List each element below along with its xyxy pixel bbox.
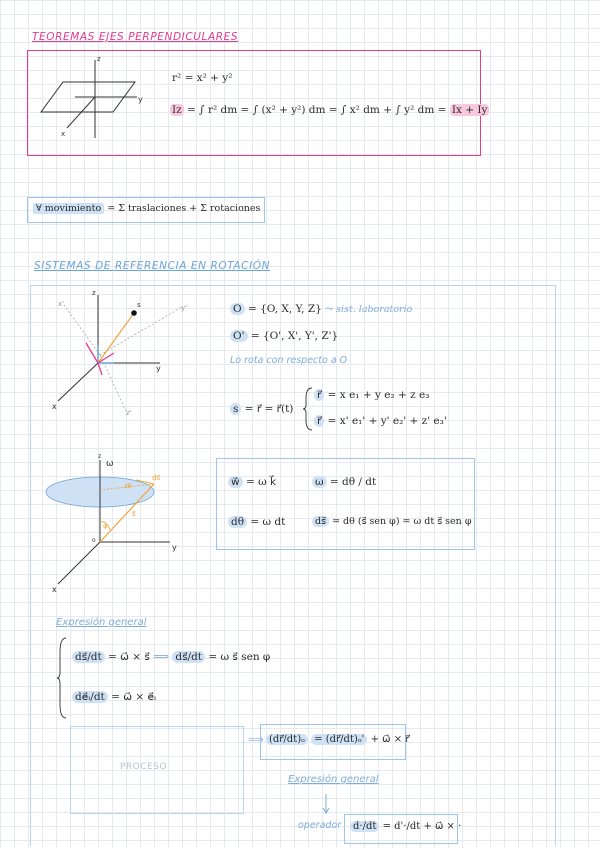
general-expression-title-2: Expresión general	[288, 774, 379, 785]
ix-iy-highlight: Ix + Iy	[451, 104, 488, 116]
x-axis-line	[58, 363, 98, 401]
movement-highlight: ∀ movimiento	[33, 203, 104, 214]
s-label: s	[137, 301, 141, 309]
yp-label: y'	[181, 304, 188, 312]
r-eq2-rhs: = x' e₁' + y' e₂' + z' e₃'	[327, 415, 447, 427]
dtheta-rhs: = ω dt	[250, 516, 286, 528]
de-dt-label: de⃗ᵢ/dt	[72, 691, 108, 703]
rotation-diagram	[40, 450, 190, 595]
ds-dt-label: ds⃗/dt	[72, 651, 105, 663]
w-rhs: = ω k⃗	[245, 476, 277, 488]
xp-label: x'	[58, 300, 65, 308]
operator-label: operador	[298, 820, 342, 831]
o-note: ⤳ sist. laboratorio	[325, 304, 413, 315]
equation-r-squared: r² = x² + y²	[172, 72, 233, 84]
x-label: x	[52, 402, 57, 411]
ds-label: ds⃗	[312, 516, 329, 527]
ds-rhs: = dθ (s⃗ sen φ) = ω dt s⃗ sen φ	[332, 516, 472, 527]
zp-label: z'	[126, 409, 132, 417]
y-label: y	[156, 364, 161, 373]
iz-expansion: = ∫ r² dm = ∫ (x² + y²) dm = ∫ x² dm + ∫ y² dm =	[187, 104, 447, 116]
general-expression-1	[72, 650, 270, 663]
angular-velocity-box	[216, 458, 475, 550]
process-label: PROCESO	[120, 762, 168, 772]
r-equation-2	[314, 415, 447, 427]
rotating-frame-diagram	[50, 285, 200, 420]
ds-dt-rhs-2: = ω s⃗ sen φ	[208, 651, 271, 663]
omega-label: ω	[312, 476, 327, 488]
movement-sum: = Σ traslaciones + Σ rotaciones	[104, 203, 261, 214]
general-expression-title: Expresión general	[56, 617, 147, 628]
omega-rhs: = dθ / dt	[329, 476, 377, 488]
dtheta-equation	[228, 516, 285, 528]
op-set: = {O', X', Y', Z'}	[250, 330, 339, 342]
z-label: z	[92, 289, 96, 297]
s-vector-label: s⃗	[132, 510, 136, 518]
general-expression-2	[72, 691, 156, 703]
y-label: y	[138, 95, 143, 104]
op-label: O'	[230, 330, 248, 342]
frame-o-definition	[230, 303, 412, 315]
implies-arrow: ⟹	[153, 650, 170, 663]
operator-lhs: d·/dt	[350, 821, 379, 832]
down-arrow	[321, 793, 331, 815]
o-label: o	[92, 537, 96, 544]
ds-dt-rhs: = ω⃗ × s⃗	[108, 651, 150, 663]
r-eq1-rhs: = x e₁ + y e₂ + z e₃	[327, 389, 430, 401]
operator-equation	[350, 821, 461, 832]
o-set: = {O, X, Y, Z}	[247, 303, 322, 315]
omega-equation	[312, 476, 376, 488]
yp-axis-line	[100, 307, 182, 355]
phi-label: φ	[103, 522, 108, 530]
w-equation	[228, 476, 276, 488]
section-title-rotating-frames: SISTEMAS DE REFERENCIA EN ROTACIÓN	[34, 260, 271, 272]
perpendicular-axes-diagram	[35, 52, 155, 142]
result-arrow: ⟹	[248, 733, 264, 746]
xp-axis-line	[64, 305, 100, 355]
section-title-perpendicular-axes: TEOREMAS EJES PERPENDICULARES	[32, 31, 239, 43]
ds-equation	[312, 516, 471, 527]
ds-dt-label-2: ds⃗/dt	[172, 651, 205, 663]
operator-rhs: + ω⃗ × ·	[423, 821, 462, 832]
y-label: y	[172, 543, 177, 552]
x-label: x	[52, 585, 57, 594]
x-label: x	[61, 130, 66, 138]
r-label-2: r⃗	[314, 415, 324, 427]
o-label: O	[230, 303, 245, 315]
operator-mid: = d'·/dt	[382, 821, 421, 832]
rota-note: Lo rota con respecto a O	[230, 355, 348, 366]
s-eq: = r⃗ = r⃗(t)	[244, 403, 294, 415]
brace-r-equations	[302, 386, 314, 432]
omega-label: ω	[106, 459, 114, 469]
s-equation	[230, 403, 293, 415]
movement-text	[33, 203, 260, 214]
x-axis-line	[58, 542, 100, 584]
unit-vector-pink-1	[86, 343, 98, 363]
de-dt-rhs: = ω⃗ × e⃗ᵢ	[111, 691, 157, 703]
unit-vector-pink-3	[98, 363, 102, 375]
iz-highlight: Iz	[172, 104, 182, 116]
dtheta-label: dθ	[124, 483, 132, 490]
z-label: z	[97, 55, 101, 63]
result-lhs: (dr⃗/dt)ₒ	[266, 734, 308, 745]
s-label: s	[230, 403, 241, 415]
z-label: z	[98, 453, 102, 460]
result-rhs: + ω⃗ × r⃗	[370, 734, 410, 745]
r-label-1: r⃗	[314, 389, 324, 401]
result-mid: = (dr⃗/dt)ₒ'	[311, 734, 367, 745]
equation-iz	[170, 104, 489, 116]
w-label: w⃗	[228, 476, 243, 488]
point-s	[131, 310, 137, 316]
result-equation	[266, 734, 409, 745]
ds-label: ds⃗	[152, 474, 161, 482]
dtheta-label: dθ	[228, 516, 247, 528]
r-equation-1	[314, 389, 429, 401]
frame-op-definition	[230, 330, 338, 342]
brace-general-expressions	[56, 636, 68, 720]
